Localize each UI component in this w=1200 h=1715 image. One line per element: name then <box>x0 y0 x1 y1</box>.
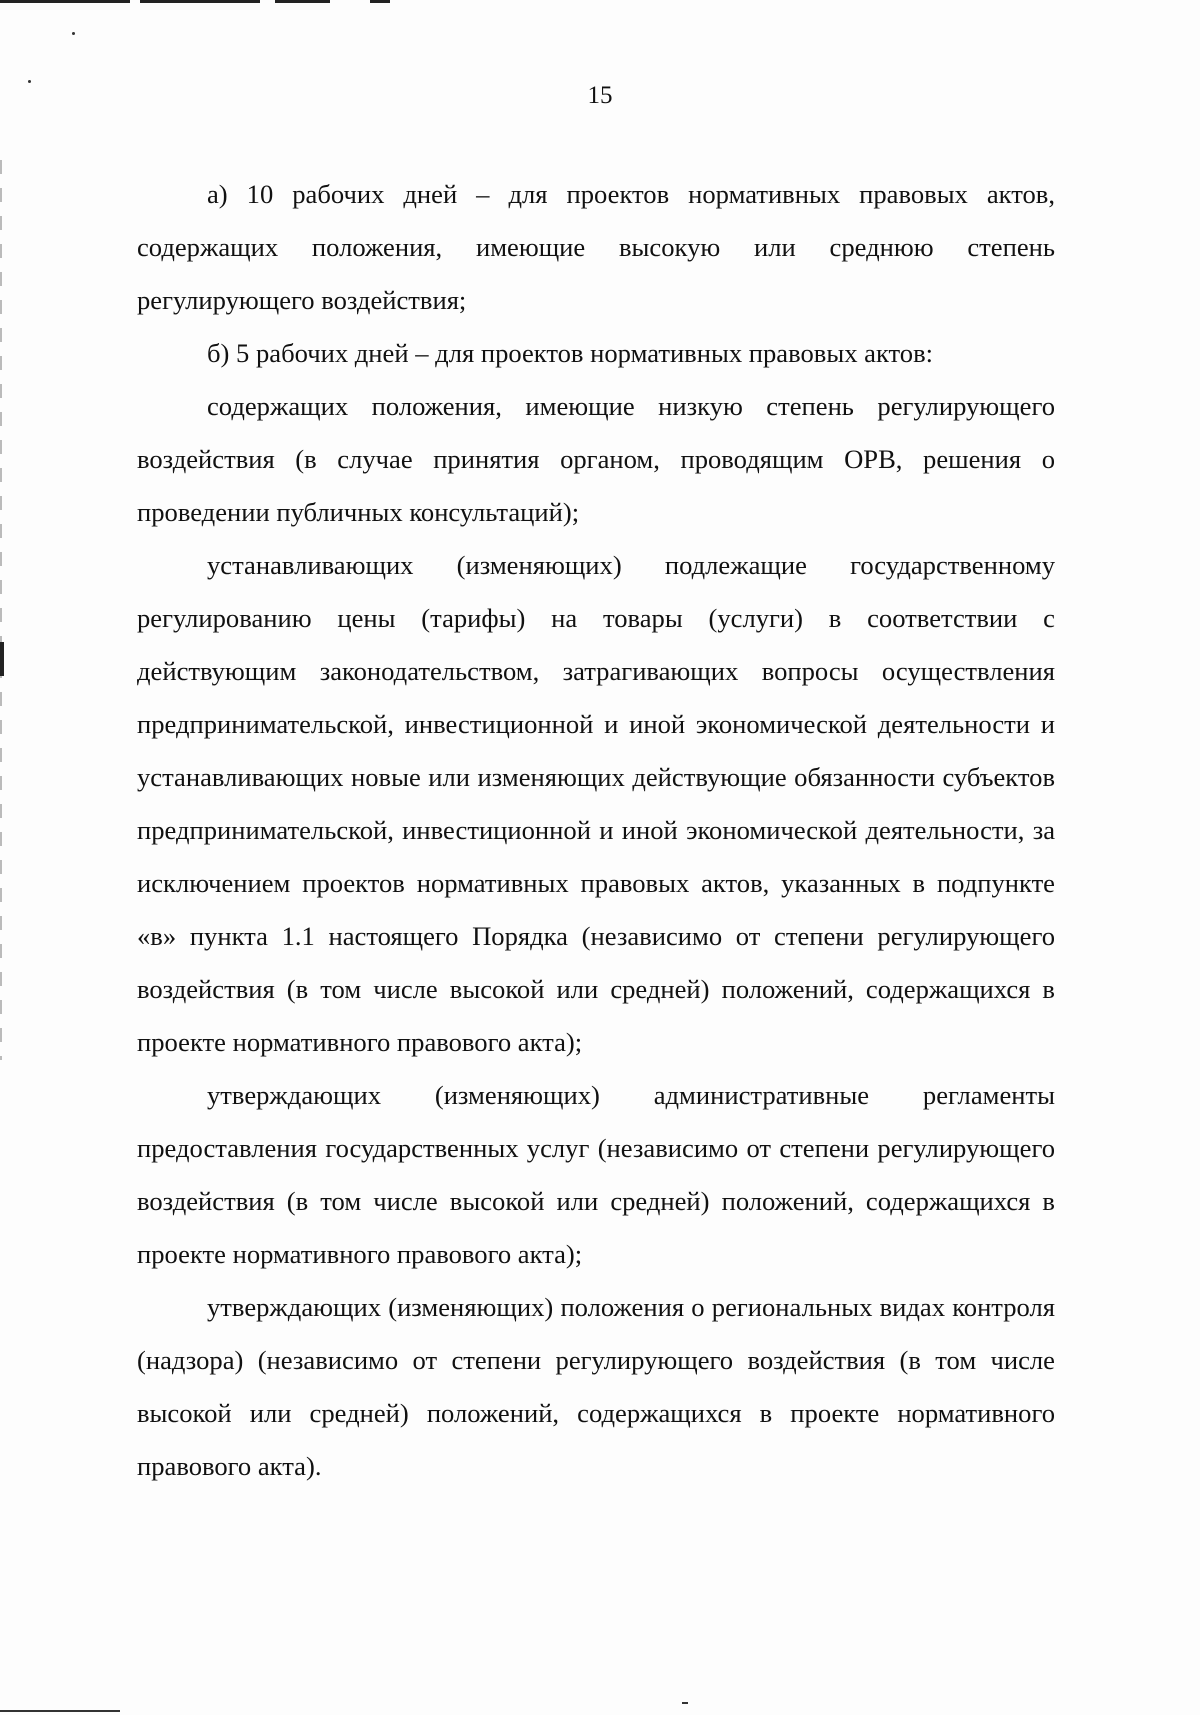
scan-artifact-bottom-line <box>0 1710 120 1712</box>
paragraph-tariffs: устанавливающих (изменяющих) подлежащие государственному регулированию цены (тарифы) на товары (услуги) в соответствии с действующим законодательством, затрагивающих вопросы осуществления предпринимательской, инвестиционной и иной экономической деятельности и устанавливающих новые или изменяющих действующие обязанности субъектов предпринимательской, инвестиционной и иной экономической деятельности, за исключением проектов нормативных правовых актов, указанных в подпункте «в» пункта 1.1 настоящего Порядка (независимо от степени регулирующего воздействия (в том числе высокой или средней) положений, содержащихся в проекте нормативного правового акта); <box>137 550 1055 1057</box>
scan-artifact-dot <box>72 32 75 35</box>
scan-artifact-dot <box>682 1702 688 1704</box>
paragraph-low-impact: содержащих положения, имеющие низкую степень регулирующего воздействия (в случае принятия органом, проводящим ОРВ, решения о проведении публичных консультаций); <box>137 391 1055 527</box>
paragraph-control-types: утверждающих (изменяющих) положения о региональных видах контроля (надзора) (независимо от степени регулирующего воздействия (в том числе высокой или средней) положений, содержащихся в проекте нормативного правового акта). <box>137 1292 1055 1481</box>
scan-artifact-left-edge <box>0 160 2 1060</box>
document-body <box>137 168 1055 1493</box>
page-number: 15 <box>587 82 613 109</box>
paragraph-admin-regulations: утверждающих (изменяющих) административные регламенты предоставления государственных услуг (независимо от степени регулирующего воздействия (в том числе высокой или средней) положений, содержащихся в проекте нормативного правового акта); <box>137 1080 1055 1269</box>
paragraph-item-a: а) 10 рабочих дней – для проектов нормативных правовых актов, содержащих положения, имеющие высокую или среднюю степень регулирующего воздействия; <box>137 179 1055 315</box>
paragraph-item-b: б) 5 рабочих дней – для проектов нормативных правовых актов: <box>207 338 934 368</box>
scan-artifact-top-line <box>0 0 410 3</box>
scan-artifact-left-mark <box>0 642 4 676</box>
